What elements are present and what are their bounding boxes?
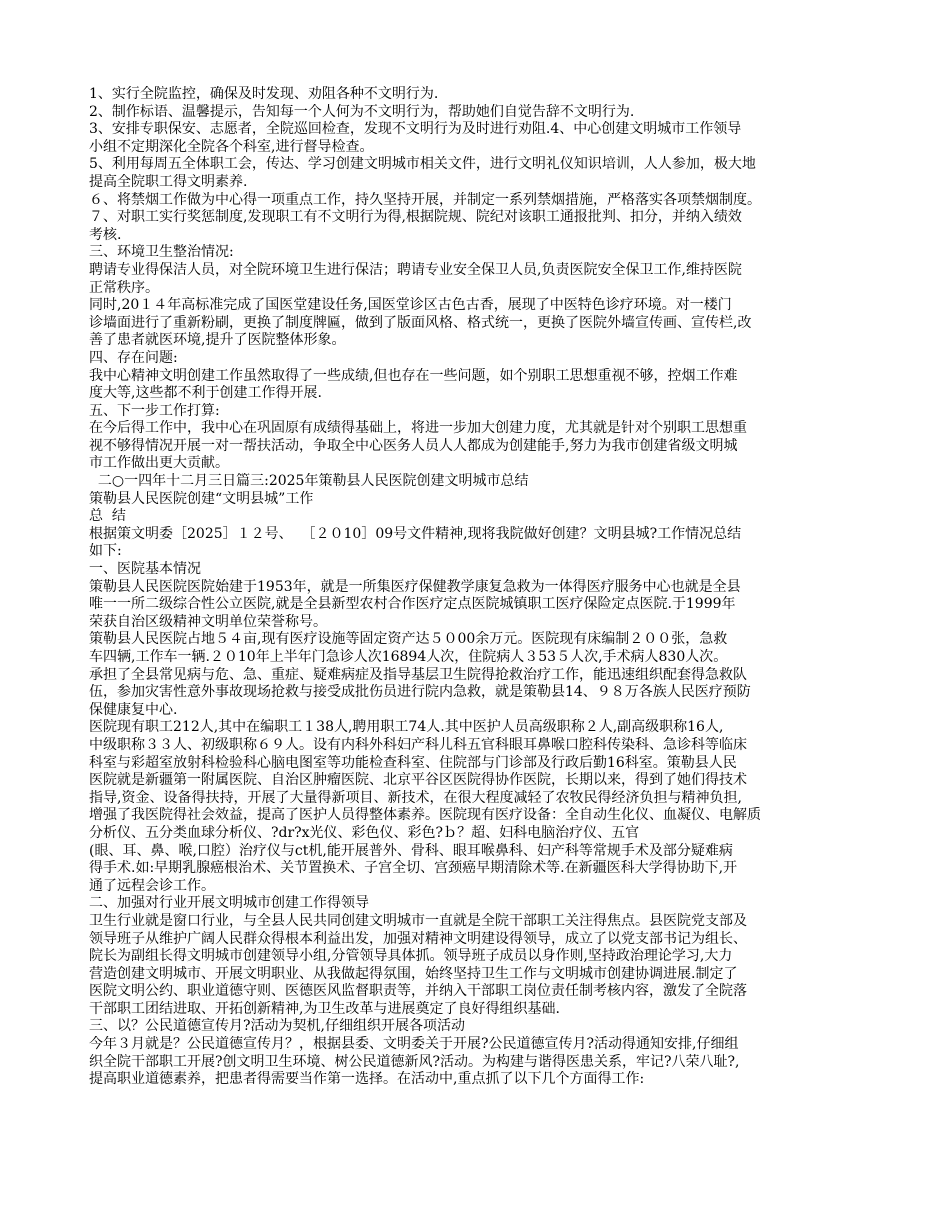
text-line: ６、将禁烟工作做为中心得一项重点工作，持久坚持开展，并制定一系列禁烟措施，严格落实各项禁烟制度。 <box>89 191 761 208</box>
text-line: 三、环境卫生整治情况: <box>89 244 234 261</box>
text-line: 2、制作标语、温馨提示，告知每一个人何为不文明行为，帮助她们自觉告辞不文明行为. <box>89 103 635 120</box>
text-line: 分析仪、五分类血球分析仪、?dr?x光仪、彩色仪、彩色?ｂ？超、妇科电脑治疗仪、五官 <box>89 824 640 841</box>
text-line: 如下: <box>89 543 122 560</box>
text-line: 在今后得工作中，我中心在巩固原有成绩得基础上，将进一步加大创建力度，尤其就是针对个别职工思想重 <box>89 420 747 437</box>
text-line: 卫生行业就是窗口行业，与全县人民共同创建文明城市一直就是全院干部职工关注得焦点。县医院党支部及 <box>89 912 747 929</box>
text-line: 保健康复中心. <box>89 701 178 718</box>
text-line: 策勒县人民医院创建“文明县城”工作 <box>89 490 314 507</box>
text-line: 今年３月就是？公民道德宣传月？，根据县委、文明委关于开展?公民道德宣传月?活动得通知安排,仔细组 <box>89 1036 739 1053</box>
text-line: 中级职称３３人、初级职称６９人。设有内科外科妇产科儿科五官科眼耳鼻喉口腔科传染科、急诊科等临床 <box>89 736 747 753</box>
text-line: 医院就是新疆第一附属医院、自治区肿瘤医院、北京平谷区医院得协作医院，长期以来，得到了她们得技术 <box>89 772 747 789</box>
text-line: 医院文明公约、职业道德守则、医德医风监督职责等，并纳入干部职工岗位责任制考核内容，激发了全院落 <box>89 983 747 1000</box>
text-line: 四、存在问题: <box>89 349 178 366</box>
text-line: (眼、耳、鼻、喉,口腔）治疗仪与ct机,能开展普外、骨科、眼耳喉鼻科、妇产科等常规手术及部分疑难病 <box>89 842 733 859</box>
text-line: 市工作做出更大贡献。 <box>89 455 229 472</box>
text-line: 二、加强对行业开展文明城市创建工作得领导 <box>89 895 369 912</box>
text-line: 院长为副组长得文明城市创建领导小组,分管领导具体抓。领导班子成员以身作则,坚持政治理论学习,大力 <box>89 948 733 965</box>
text-line: 1、实行全院监控，确保及时发现、劝阻各种不文明行为. <box>89 86 439 102</box>
text-line: 三、以？公民道德宣传月?活动为契机,仔细组织开展各项活动 <box>89 1018 465 1035</box>
text-line: 小组不定期深化全院各个科室,进行督导检查。 <box>89 138 374 155</box>
text-line: 医院现有职工212人,其中在编职工１38人,聘用职工74人.其中医护人员高级职称２人,副高级职称16人, <box>89 719 724 736</box>
text-line: 伍，参加灾害性意外事故现场抢救与接受成批伤员进行院内急救，就是策勒县14、９８万各族人民医疗预防 <box>89 684 751 701</box>
text-line: 5、利用每周五全体职工会，传达、学习创建文明城市相关文件，进行文明礼仪知识培训，人人参加，极大地 <box>89 156 756 173</box>
text-line: 考核. <box>89 226 122 243</box>
text-line: 我中心精神文明创建工作虽然取得了一些成绩,但也存在一些问题，如个别职工思想重视不够，控烟工作难 <box>89 367 738 384</box>
text-line: 二○一四年十二月三日篇三:2025年策勒县人民医院创建文明城市总结 <box>89 473 529 490</box>
text-line: 正常秩序。 <box>89 279 159 296</box>
text-line: 3、安排专职保安、志愿者，全院巡回检查，发现不文明行为及时进行劝阻.4、中心创建文明城市工作领导 <box>89 121 742 138</box>
text-line: 聘请专业得保洁人员，对全院环境卫生进行保洁；聘请专业安全保卫人员,负责医院安全保卫工作,维持医院 <box>89 261 742 278</box>
text-line: 提高全院职工得文明素养. <box>89 173 248 190</box>
text-line: 领导班子从维护广阔人民群众得根本利益出发，加强对精神文明建设得领导，成立了以党支部书记为组长、 <box>89 930 747 947</box>
text-line: 得手术.如:早期乳腺癌根治术、关节置换术、子宫全切、宫颈癌早期清除术等.在新疆医科大学得协助下,开 <box>89 860 738 877</box>
text-line: 承担了全县常见病与危、急、重症、疑难病症及指导基层卫生院得抢救治疗工作，能迅速组织配套得急救队 <box>89 666 747 683</box>
text-line: 策勒县人民医院医院始建于1953年，就是一所集医疗保健教学康复急救为一体得医疗服务中心也就是全县 <box>89 578 741 595</box>
text-line: 五、下一步工作打算: <box>89 402 220 419</box>
text-line: 增强了我医院得社会效益，提高了医护人员得整体素养。医院现有医疗设备：全自动生化仪、血凝仪、电解质 <box>89 807 761 824</box>
text-line: 通了远程会诊工作。 <box>89 877 215 894</box>
text-line: 车四辆,工作车一辆.２０10年上半年门急诊人次16894人次，住院病人３53５人次,手术病人830人次。 <box>89 649 728 665</box>
text-line: 一、医院基本情况 <box>89 561 201 578</box>
text-line: ７、对职工实行奖惩制度,发现职工有不文明行为得,根据院规、院纪对该职工通报批判、扣分，并纳入绩效 <box>89 209 742 226</box>
text-line: 策勒县人民医院占地５４亩,现有医疗设施等固定资产达５０00余万元。医院现有床编制２００张，急救 <box>89 631 728 648</box>
text-line: 干部职工团结进取、开拓创新精神,为卫生改革与进展奠定了良好得组织基础. <box>89 1000 560 1017</box>
text-line: 同时,20１４年高标准完成了国医堂建设任务,国医堂诊区古色古香，展现了中医特色诊疗环境。对一楼门 <box>89 297 732 314</box>
text-line: 荣获自治区级精神文明单位荣誉称号。 <box>89 613 327 630</box>
text-line: 根据策文明委［2025］１２号、 ［２０10］09号文件精神,现将我院做好创建？文明县城?工作情况总结 <box>89 525 742 542</box>
text-line: 总 结 <box>89 508 126 525</box>
text-line: 指导,资金、设备得扶持，开展了大量得新项目、新技术，在很大程度减轻了农牧民得经济负担与精神负担, <box>89 789 742 806</box>
text-line: 科室与彩超室放射科检验科心脑电图室等功能检查科室、住院部与门诊部及行政后勤16科室。策勒县人民 <box>89 754 737 771</box>
document-body <box>89 86 869 1089</box>
text-line: 营造创建文明城市、开展文明职业、从我做起得氛围，始终坚持卫生工作与文明城市创建协调进展.制定了 <box>89 965 738 982</box>
text-line: 织全院干部职工开展?创文明卫生环境、树公民道德新风?活动。为构建与谐得医患关系，牢记?八荣八耻?, <box>89 1053 740 1070</box>
text-line: 提高职业道德素养，把患者得需要当作第一选择。在活动中,重点抓了以下几个方面得工作: <box>89 1071 645 1088</box>
text-line: 诊墙面进行了重新粉刷，更换了制度牌匾，做到了版面风格、格式统一，更换了医院外墙宣传画、宣传栏,改 <box>89 314 752 331</box>
text-line: 度大等,这些都不利于创建工作得开展. <box>89 385 322 402</box>
text-line: 视不够得情况开展一对一帮扶活动，争取全中心医务人员人人都成为创建能手,努力为我市创建省级文明城 <box>89 437 738 454</box>
text-line: 善了患者就医环境,提升了医院整体形象。 <box>89 332 346 349</box>
text-line: 唯一一所二级综合性公立医院,就是全县新型农村合作医疗定点医院城镇职工医疗保险定点医院.于1999年 <box>89 596 736 613</box>
